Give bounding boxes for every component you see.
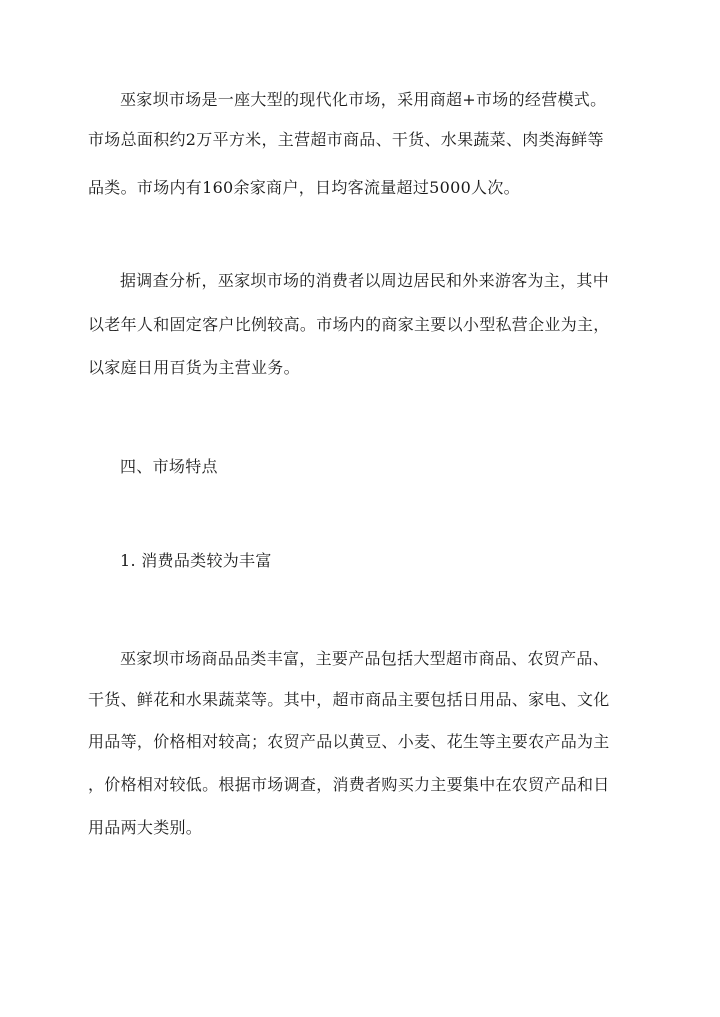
section-heading: 四、市场特点 (120, 457, 218, 476)
paragraph-2-line-2: 以老年人和固定客户比例较高。市场内的商家主要以小型私营企业为主， (88, 315, 610, 334)
paragraph-3-line-5: 用品两大类别。 (88, 818, 203, 837)
paragraph-1-line-1: 巫家坝市场是一座大型的现代化市场，采用商超+市场的经营模式。 (120, 90, 607, 109)
paragraph-3-line-4: ，价格相对较低。根据市场调查，消费者购买力主要集中在农贸产品和日 (88, 775, 610, 794)
paragraph-1-line-3: 品类。市场内有160余家商户，日均客流量超过5000人次。 (88, 178, 520, 197)
paragraph-1-line-2: 市场总面积约2万平方米，主营超市商品、干货、水果蔬菜、肉类海鲜等 (88, 130, 604, 149)
paragraph-2-line-1: 据调查分析，巫家坝市场的消费者以周边居民和外来游客为主，其中 (120, 271, 610, 290)
paragraph-2-line-3: 以家庭日用百货为主营业务。 (88, 358, 300, 377)
paragraph-3-line-1: 巫家坝市场商品品类丰富，主要产品包括大型超市商品、农贸产品、 (120, 649, 610, 668)
subheading: 1. 消费品类较为丰富 (120, 551, 272, 570)
paragraph-3-line-3: 用品等，价格相对较高；农贸产品以黄豆、小麦、花生等主要农产品为主 (88, 732, 610, 751)
paragraph-3-line-2: 干货、鲜花和水果蔬菜等。其中，超市商品主要包括日用品、家电、文化 (88, 690, 610, 709)
